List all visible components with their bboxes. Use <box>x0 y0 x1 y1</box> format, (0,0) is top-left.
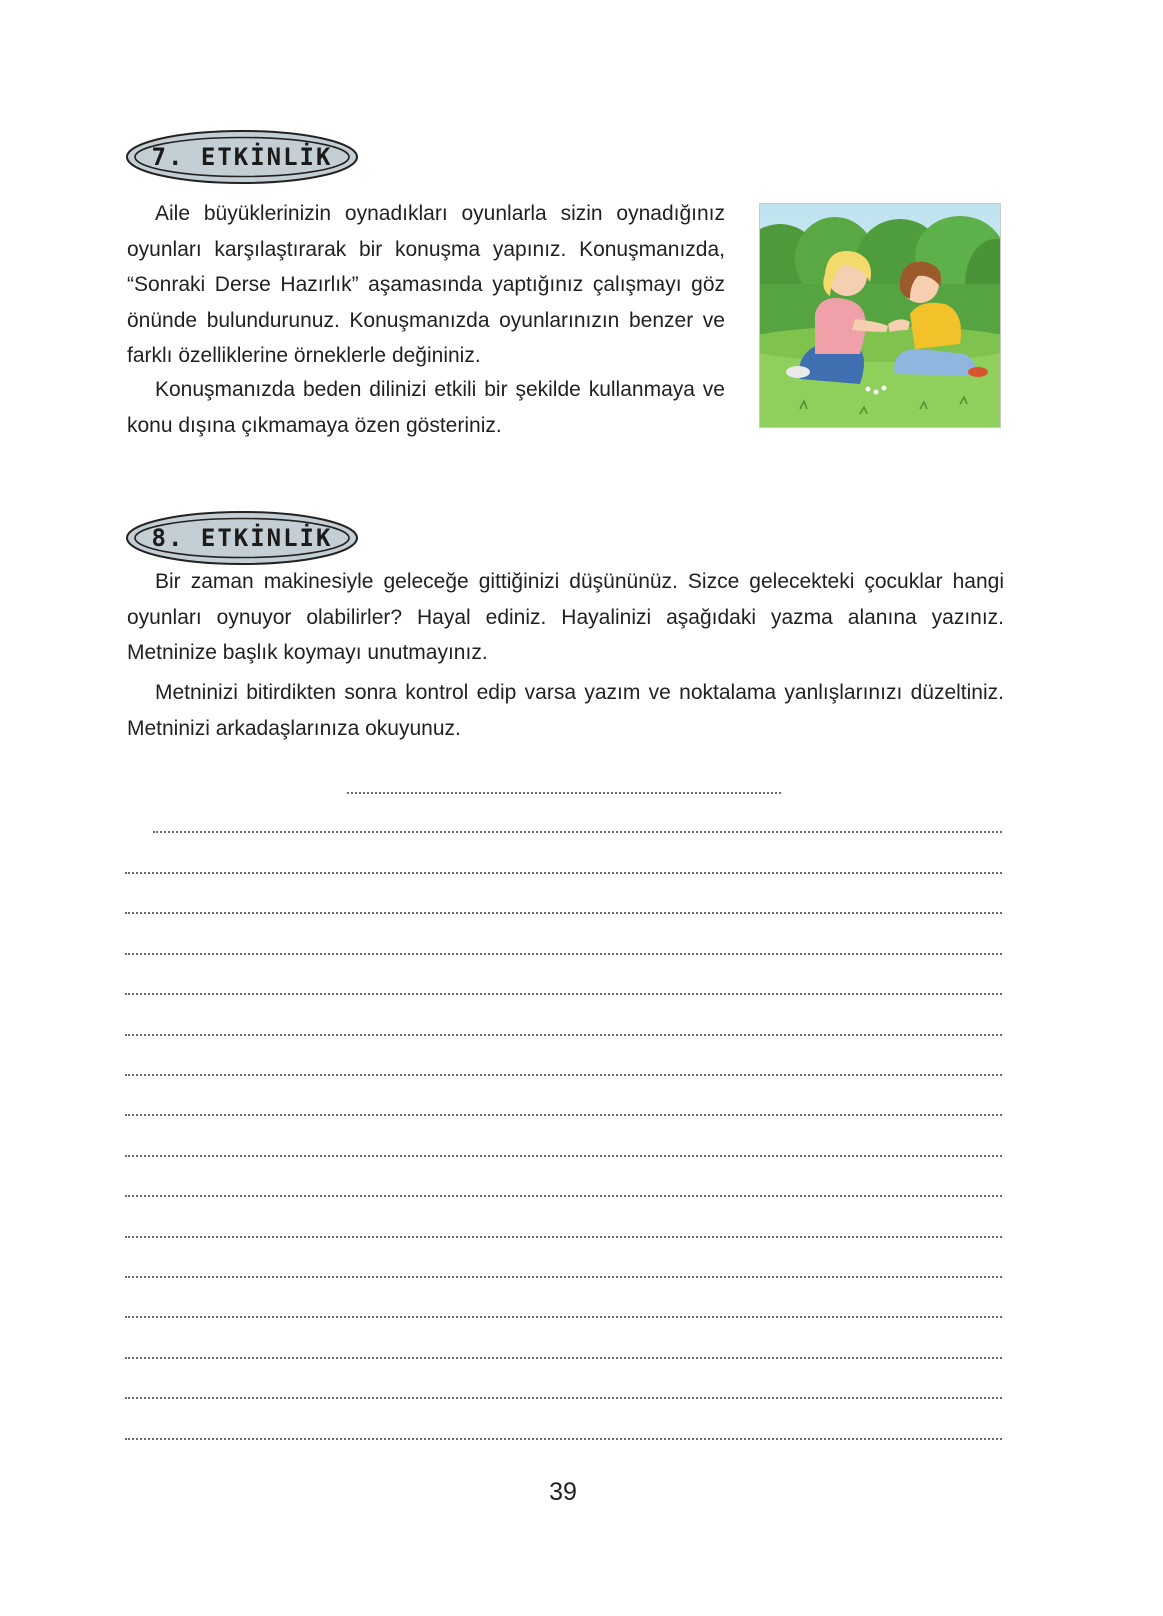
writing-line[interactable] <box>125 1397 1002 1399</box>
first-writing-line[interactable] <box>153 831 1002 833</box>
writing-line[interactable] <box>125 912 1002 914</box>
page-number: 39 <box>549 1478 577 1506</box>
activity-7-title: 7. ETKİNLİK <box>151 143 333 171</box>
activity-8-paragraph-2: Metninizi bitirdikten sonra kontrol edip varsa yazım ve noktalama yanlışlarınızı düzeltiniz. Metninizi arkadaşlarınıza okuyunuz. <box>127 681 1004 740</box>
activity-8-badge <box>124 509 360 567</box>
writing-line[interactable] <box>125 1438 1002 1440</box>
children-playing-illustration <box>759 203 1001 428</box>
writing-line[interactable] <box>125 1276 1002 1278</box>
writing-line[interactable] <box>125 1195 1002 1197</box>
activity-8-paragraph-1: Bir zaman makinesiyle geleceğe gittiğinizi düşününüz. Sizce gelecekteki çocuklar hangi oyunları oynuyor olabilirler? Hayal ediniz. Hayalinizi aşağıdaki yazma alanına yazınız. Metninize başlık koymayı unutmayınız. <box>127 570 1004 664</box>
writing-line[interactable] <box>125 1236 1002 1238</box>
activity-7-paragraph-1: Aile büyüklerinizin oynadıkları oyunlarla sizin oynadığınız oyunları karşılaştırarak bir konuşma yapınız. Konuşmanızda, “Sonraki Derse Hazırlık” aşamasında yaptığınız çalışmayı göz önünde bulundurunuz. Konuşmanızda oyunlarınızın benzer ve farklı özelliklerine örneklerle değininiz. <box>127 202 725 367</box>
writing-line[interactable] <box>125 1316 1002 1318</box>
writing-line[interactable] <box>125 1074 1002 1076</box>
writing-line[interactable] <box>125 1034 1002 1036</box>
writing-line[interactable] <box>125 1155 1002 1157</box>
writing-line[interactable] <box>125 1114 1002 1116</box>
writing-line[interactable] <box>125 872 1002 874</box>
title-writing-line[interactable] <box>347 792 781 794</box>
activity-7-badge <box>124 128 360 186</box>
writing-line[interactable] <box>125 953 1002 955</box>
activity-8-title: 8. ETKİNLİK <box>151 524 333 552</box>
writing-line[interactable] <box>125 993 1002 995</box>
activity-7-paragraph-2: Konuşmanızda beden dilinizi etkili bir şekilde kullanmaya ve konu dışına çıkmamaya özen gösteriniz. <box>127 378 725 437</box>
writing-line[interactable] <box>125 1357 1002 1359</box>
